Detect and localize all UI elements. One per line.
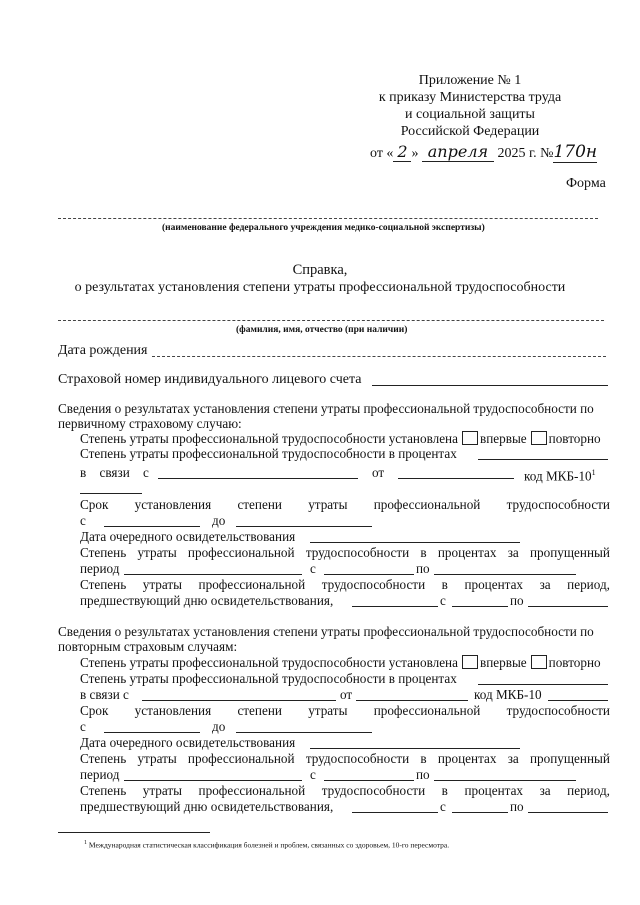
date-mid: » (411, 146, 419, 161)
primary-term-row (80, 497, 610, 512)
term-word-2: установления (134, 497, 212, 512)
missed-word: трудоспособности (305, 751, 410, 766)
primary-first-label: впервые (479, 431, 527, 446)
missed-word: профессиональной (187, 751, 295, 766)
term-word: трудоспособности (506, 703, 610, 718)
birth-date-field[interactable] (152, 356, 606, 357)
footnote-ref: 1 (591, 468, 596, 477)
institution-caption: (наименование федерального учреждения медико-социальной экспертизы) (162, 223, 485, 233)
repeated-period-field[interactable] (124, 780, 302, 781)
primary-term-from-field[interactable] (104, 526, 200, 527)
document-title: Справка, (292, 262, 348, 278)
repeated-missed-row (80, 751, 610, 766)
primary-period-field[interactable] (124, 574, 302, 575)
preceding-word: период, (567, 783, 610, 798)
repeated-preceding-from-field[interactable] (352, 812, 438, 813)
ministry-line: и социальной защиты (405, 107, 535, 122)
repeated-first-checkbox[interactable] (462, 655, 478, 669)
term-word-3: степени (237, 497, 282, 512)
repeated-period-s: с (310, 767, 316, 782)
preceding-word: за (539, 577, 551, 592)
appendix-header (360, 72, 580, 140)
repeated-term-s: с (80, 719, 86, 734)
primary-period-to-field[interactable] (434, 574, 576, 575)
repeated-preceding-row (80, 783, 610, 798)
repeated-repeat-label: повторно (548, 655, 601, 670)
order-number: 170н (553, 142, 598, 162)
repeated-heading: Сведения о результатах установления степени утраты профессиональной трудоспособности по (58, 624, 594, 639)
missed-word: процентах (437, 545, 497, 560)
repeated-preceding-po: по (510, 799, 524, 814)
preceding-word: трудоспособности (321, 783, 426, 798)
primary-preceding-po: по (510, 593, 524, 608)
repeated-preceding-to-field[interactable] (528, 812, 608, 813)
term-word-6: трудоспособности (506, 497, 610, 512)
order-month: апреля (422, 142, 494, 162)
repeated-from-label: от (340, 687, 353, 702)
primary-established-label: Степень утраты профессиональной трудоспособности установлена (80, 431, 458, 446)
primary-heading: Сведения о результатах установления степени утраты профессиональной трудоспособности по (58, 401, 594, 416)
term-word: Срок (80, 703, 109, 718)
order-day: 2 (393, 142, 411, 162)
missed-word: Степень (80, 751, 127, 766)
repeated-period-label: период (80, 767, 120, 782)
footnote (84, 840, 449, 850)
primary-icd-label: код МКБ-10 (524, 468, 592, 484)
missed-word: пропущенный (529, 545, 610, 560)
repeated-term-to-field[interactable] (236, 732, 372, 733)
term-word-1: Срок (80, 497, 109, 512)
primary-preceding-label: предшествующий дню освидетельствования, (80, 593, 334, 608)
repeated-term-do: до (212, 719, 226, 734)
insurance-label: Страховой номер индивидуального лицевого счета (58, 372, 362, 387)
repeated-heading-cont: повторным страховым случаям: (58, 639, 238, 654)
repeated-next-exam-label: Дата очередного освидетельствования (80, 735, 296, 750)
missed-word: за (507, 545, 519, 560)
primary-preceding-mid-field[interactable] (452, 606, 508, 607)
primary-heading-cont: первичному страховому случаю: (58, 416, 242, 431)
repeated-next-exam-field[interactable] (310, 748, 520, 749)
repeated-preceding-s: с (440, 799, 446, 814)
primary-percent-field[interactable] (478, 459, 608, 460)
primary-percent-label: Степень утраты профессиональной трудоспособности в процентах (80, 446, 457, 461)
term-word-4: утраты (308, 497, 348, 512)
primary-preceding-to-field[interactable] (528, 606, 608, 607)
repeated-icd-field[interactable] (548, 700, 608, 701)
preceding-word: Степень (80, 577, 127, 592)
preceding-word: в (441, 577, 448, 592)
missed-word: профессиональной (187, 545, 295, 560)
repeated-in-connection: в связи с (80, 687, 129, 702)
primary-cause-field[interactable] (158, 478, 358, 479)
form-label: Форма (566, 176, 606, 191)
primary-preceding-s: с (440, 593, 446, 608)
primary-established-row (80, 431, 601, 446)
appendix-title: Приложение № 1 (418, 73, 522, 88)
primary-period-s: с (310, 561, 316, 576)
primary-repeat-checkbox[interactable] (531, 431, 547, 445)
primary-repeat-label: повторно (548, 431, 601, 446)
repeated-percent-field[interactable] (478, 684, 608, 685)
institution-field[interactable] (58, 218, 598, 219)
federation-line: Российской Федерации (400, 124, 540, 139)
preceding-word: период, (567, 577, 610, 592)
fio-caption: (фамилия, имя, отчество (при наличии) (236, 325, 408, 335)
missed-word: Степень (80, 545, 127, 560)
primary-from-field[interactable] (398, 478, 514, 479)
primary-icd-field[interactable] (80, 493, 142, 494)
repeated-from-field[interactable] (356, 700, 468, 701)
order-line: к приказу Министерства труда (378, 90, 562, 105)
term-word: утраты (308, 703, 348, 718)
preceding-word: утраты (142, 783, 183, 798)
repeated-first-label: впервые (479, 655, 527, 670)
repeated-period-po: по (416, 767, 430, 782)
primary-from-label: от (372, 465, 385, 480)
repeated-term-row (80, 703, 610, 718)
primary-preceding-row (80, 577, 610, 592)
primary-first-checkbox[interactable] (462, 431, 478, 445)
missed-word: утраты (137, 751, 177, 766)
missed-word: за (507, 751, 519, 766)
primary-period-po: по (416, 561, 430, 576)
footnote-separator (58, 832, 210, 833)
document-subtitle: о результатах установления степени утраты профессиональной трудоспособности (74, 280, 566, 295)
primary-term-to-field[interactable] (236, 526, 372, 527)
primary-missed-row (80, 545, 610, 560)
term-word: профессиональной (373, 703, 481, 718)
term-word: степени (237, 703, 282, 718)
date-prefix: от « (370, 146, 394, 161)
preceding-word: в (441, 783, 448, 798)
fio-field[interactable] (58, 320, 604, 321)
missed-word: в (420, 751, 427, 766)
repeated-period-from-field[interactable] (324, 780, 414, 781)
footnote-text: Международная статистическая классификация болезней и проблем, связанных со здоровьем, 10-го пересмотра. (88, 840, 450, 850)
repeated-established-label: Степень утраты профессиональной трудоспособности установлена (80, 655, 458, 670)
term-word: установления (134, 703, 212, 718)
repeated-term-from-field[interactable] (104, 732, 200, 733)
preceding-word: за (539, 783, 551, 798)
repeated-preceding-mid-field[interactable] (452, 812, 508, 813)
missed-word: трудоспособности (305, 545, 410, 560)
primary-term-s: с (80, 513, 86, 528)
birth-date-label: Дата рождения (58, 343, 148, 358)
footnote-mark: 1 (84, 840, 87, 846)
primary-period-from-field[interactable] (324, 574, 414, 575)
preceding-word: процентах (464, 577, 524, 592)
preceding-word: Степень (80, 783, 127, 798)
primary-next-exam-label: Дата очередного освидетельствования (80, 529, 296, 544)
preceding-word: профессиональной (198, 783, 306, 798)
repeated-period-to-field[interactable] (434, 780, 576, 781)
primary-term-do: до (212, 513, 226, 528)
missed-word: пропущенный (529, 751, 610, 766)
repeated-established-row (80, 655, 601, 670)
order-date-line (370, 142, 597, 162)
preceding-word: трудоспособности (321, 577, 426, 592)
insurance-field[interactable] (372, 385, 608, 386)
primary-icd-row (524, 465, 596, 483)
primary-period-label: период (80, 561, 120, 576)
missed-word: процентах (437, 751, 497, 766)
repeated-repeat-checkbox[interactable] (531, 655, 547, 669)
preceding-word: профессиональной (198, 577, 306, 592)
missed-word: утраты (137, 545, 177, 560)
order-year: 2025 г. № (497, 146, 554, 161)
repeated-preceding-label: предшествующий дню освидетельствования, (80, 799, 334, 814)
primary-next-exam-field[interactable] (310, 542, 520, 543)
repeated-percent-label: Степень утраты профессиональной трудоспособности в процентах (80, 671, 457, 686)
primary-preceding-from-field[interactable] (352, 606, 438, 607)
term-word-5: профессиональной (373, 497, 481, 512)
primary-in-connection: в связи с (80, 465, 149, 480)
missed-word: в (420, 545, 427, 560)
preceding-word: утраты (142, 577, 183, 592)
preceding-word: процентах (464, 783, 524, 798)
repeated-icd-label: код МКБ-10 (474, 687, 542, 702)
repeated-cause-field[interactable] (142, 700, 336, 701)
